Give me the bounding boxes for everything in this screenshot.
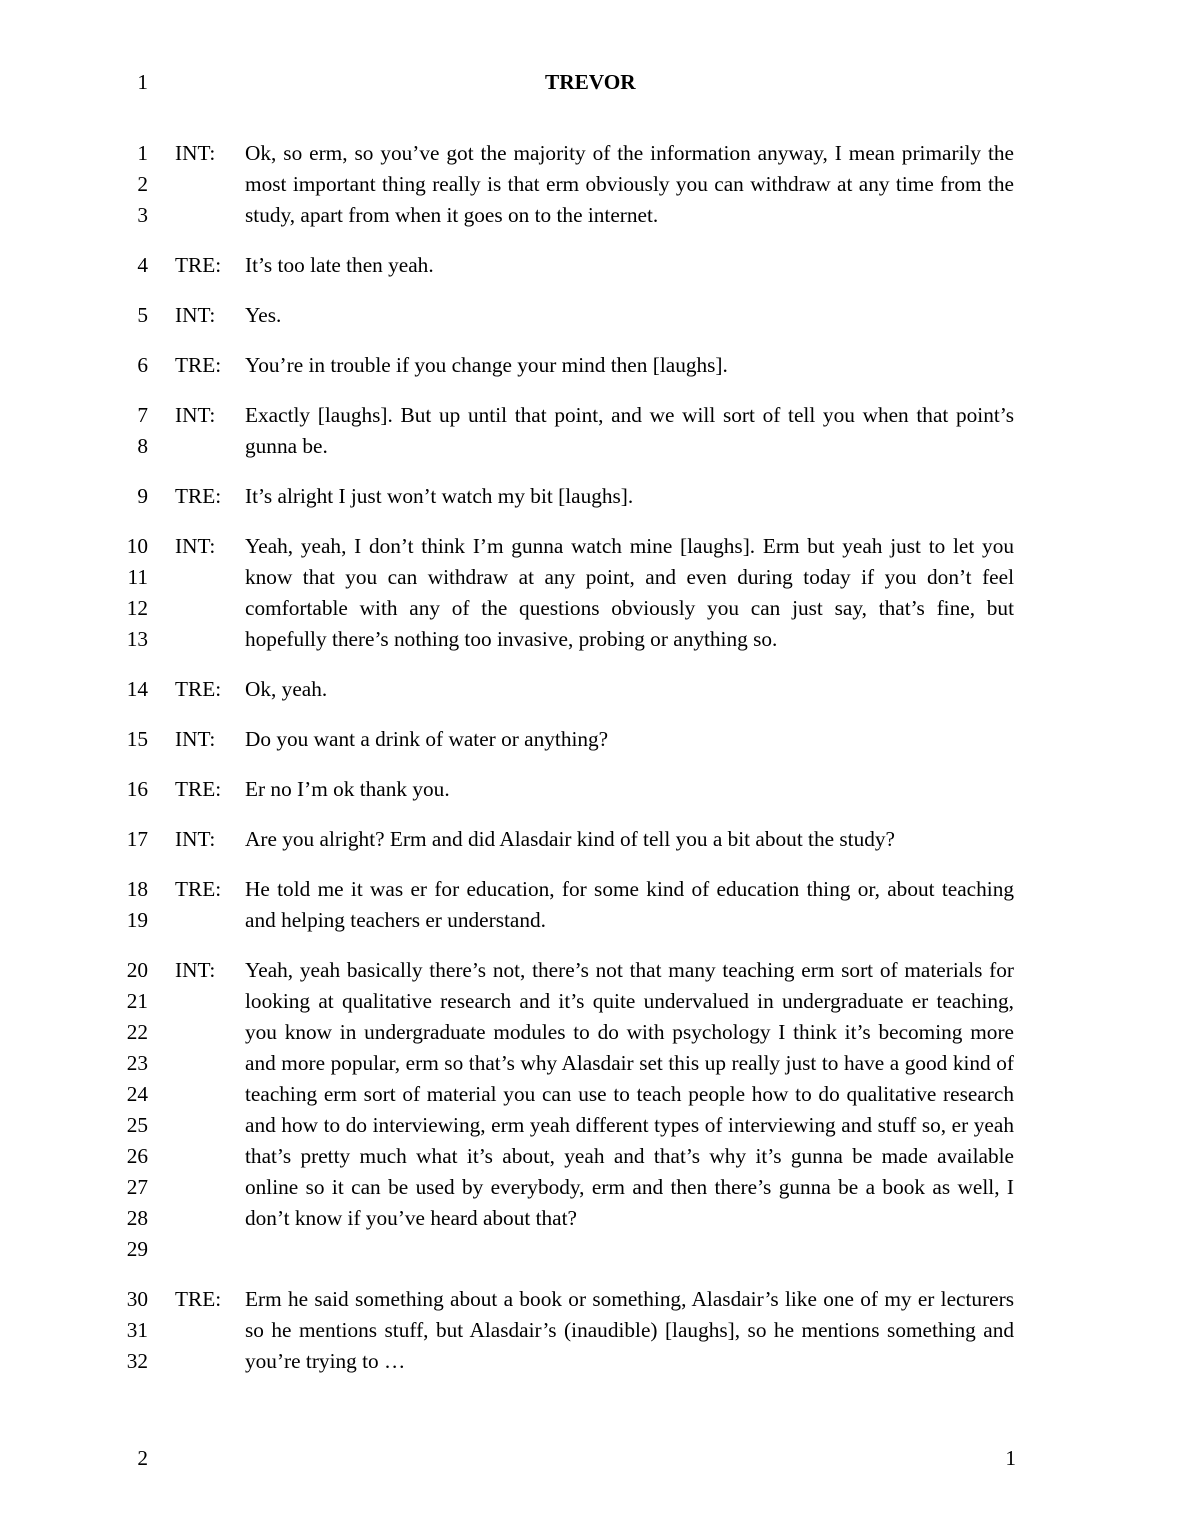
line-numbers: [0, 350, 148, 381]
speaker-label: INT:: [175, 727, 216, 751]
line-number: 8: [137, 434, 148, 458]
line-number: 16: [126, 777, 148, 801]
line-number: 28: [126, 1206, 148, 1230]
transcript-turn: [0, 250, 1190, 281]
title-line-number: 1: [137, 70, 148, 94]
line-number: 15: [126, 727, 148, 751]
speaker-label: TRE:: [175, 677, 222, 701]
speaker-label: INT:: [175, 403, 216, 427]
speaker-label: TRE:: [175, 253, 222, 277]
line-number: 12: [126, 596, 148, 620]
line-numbers: [0, 774, 148, 805]
speaker-label: INT:: [175, 303, 216, 327]
page-number: 1: [1005, 1446, 1016, 1470]
transcript-turn: [0, 955, 1190, 1265]
line-number: 3: [137, 203, 148, 227]
line-numbers: [0, 300, 148, 331]
utterance-text: You’re in trouble if you change your mind then [laughs].: [245, 353, 728, 377]
line-numbers: [0, 481, 148, 512]
line-number: 14: [126, 677, 148, 701]
line-numbers: [0, 531, 148, 655]
line-number: 7: [137, 403, 148, 427]
utterance-text: Yeah, yeah basically there’s not, there’s not that many teaching erm sort of materials for looking at qualitative research and it’s quite undervalued in undergraduate er teaching, you know in undergraduate modules to do with psychology I think it’s becoming more and more popular, erm so that’s why Alasdair set this up really just to have a good kind of teaching erm sort of material you can use to teach people how to do qualitative research and how to do interviewing, erm yeah different types of interviewing and stuff so, er yeah that’s pretty much what it’s about, yeah and that’s why it’s gunna be made available online so it can be used by everybody, erm and then there’s gunna be a book as well, I don’t know if you’ve heard about that?: [245, 958, 1014, 1230]
speaker-label: TRE:: [175, 1287, 222, 1311]
line-number: 20: [126, 958, 148, 982]
speaker-label: INT:: [175, 141, 216, 165]
line-numbers: [0, 1284, 148, 1377]
line-numbers: [0, 138, 148, 231]
line-number: 17: [126, 827, 148, 851]
line-number: 27: [126, 1175, 148, 1199]
line-numbers: [0, 250, 148, 281]
line-number: 1: [137, 141, 148, 165]
speaker-label: TRE:: [175, 777, 222, 801]
footer-left-number: 2: [137, 1446, 148, 1470]
utterance-text: Ok, so erm, so you’ve got the majority of the information anyway, I mean primarily the most important thing really is that erm obviously you can withdraw at any time from the study, apart from when it goes on to the internet.: [245, 141, 1014, 227]
line-number: 18: [126, 877, 148, 901]
line-number: 26: [126, 1144, 148, 1168]
transcript-turn: [0, 674, 1190, 705]
line-number: 29: [126, 1237, 148, 1261]
line-number: 30: [126, 1287, 148, 1311]
transcript-turn: [0, 874, 1190, 936]
utterance-text: Yeah, yeah, I don’t think I’m gunna watch mine [laughs]. Erm but yeah just to let you know that you can withdraw at any point, and even during today if you don’t feel comfortable with any of the questions obviously you can just say, that’s fine, but hopefully there’s nothing too invasive, probing or anything so.: [245, 534, 1014, 651]
document-title: TREVOR: [545, 70, 636, 94]
line-number: 2: [137, 172, 148, 196]
title-line: [0, 67, 1190, 98]
speaker-label: INT:: [175, 958, 216, 982]
utterance-text: Do you want a drink of water or anything?: [245, 727, 609, 751]
transcript-turn: [0, 1284, 1190, 1377]
transcript-turn: [0, 824, 1190, 855]
utterance-text: Are you alright? Erm and did Alasdair kind of tell you a bit about the study?: [245, 827, 896, 851]
speaker-label: INT:: [175, 827, 216, 851]
line-number: 4: [137, 253, 148, 277]
line-numbers: [0, 724, 148, 755]
line-number: 22: [126, 1020, 148, 1044]
line-number: 9: [137, 484, 148, 508]
line-number: 6: [137, 353, 148, 377]
transcript-turn: [0, 350, 1190, 381]
utterance-text: Er no I’m ok thank you.: [245, 777, 450, 801]
line-number: 24: [126, 1082, 148, 1106]
utterance-text: Ok, yeah.: [245, 677, 328, 701]
line-number: 31: [126, 1318, 148, 1342]
line-numbers: [0, 955, 148, 1265]
transcript-turn: [0, 300, 1190, 331]
line-numbers: [0, 874, 148, 936]
line-number: 32: [126, 1349, 148, 1373]
line-number: 19: [126, 908, 148, 932]
line-number: 23: [126, 1051, 148, 1075]
transcript-turn: [0, 400, 1190, 462]
speaker-label: INT:: [175, 534, 216, 558]
transcript-turn: [0, 138, 1190, 231]
utterance-text: He told me it was er for education, for some kind of education thing or, about teaching and helping teachers er understand.: [245, 877, 1014, 932]
transcript: [0, 138, 1190, 1396]
line-number: 10: [126, 534, 148, 558]
transcript-turn: [0, 481, 1190, 512]
transcript-turn: [0, 724, 1190, 755]
line-number: 25: [126, 1113, 148, 1137]
transcript-turn: [0, 531, 1190, 655]
utterance-text: Exactly [laughs]. But up until that point, and we will sort of tell you when that point’s gunna be.: [245, 403, 1014, 458]
line-numbers: [0, 824, 148, 855]
line-numbers: [0, 674, 148, 705]
line-number: 21: [126, 989, 148, 1013]
speaker-label: TRE:: [175, 877, 222, 901]
line-numbers: [0, 400, 148, 462]
utterance-text: Erm he said something about a book or something, Alasdair’s like one of my er lecturers so he mentions stuff, but Alasdair’s (inaudible) [laughs], so he mentions something and you’re trying to …: [245, 1287, 1014, 1373]
utterance-text: It’s alright I just won’t watch my bit [laughs].: [245, 484, 634, 508]
transcript-turn: [0, 774, 1190, 805]
utterance-text: It’s too late then yeah.: [245, 253, 434, 277]
line-number: 5: [137, 303, 148, 327]
speaker-label: TRE:: [175, 353, 222, 377]
utterance-text: Yes.: [245, 303, 282, 327]
line-number: 11: [127, 565, 148, 589]
line-number: 13: [126, 627, 148, 651]
speaker-label: TRE:: [175, 484, 222, 508]
